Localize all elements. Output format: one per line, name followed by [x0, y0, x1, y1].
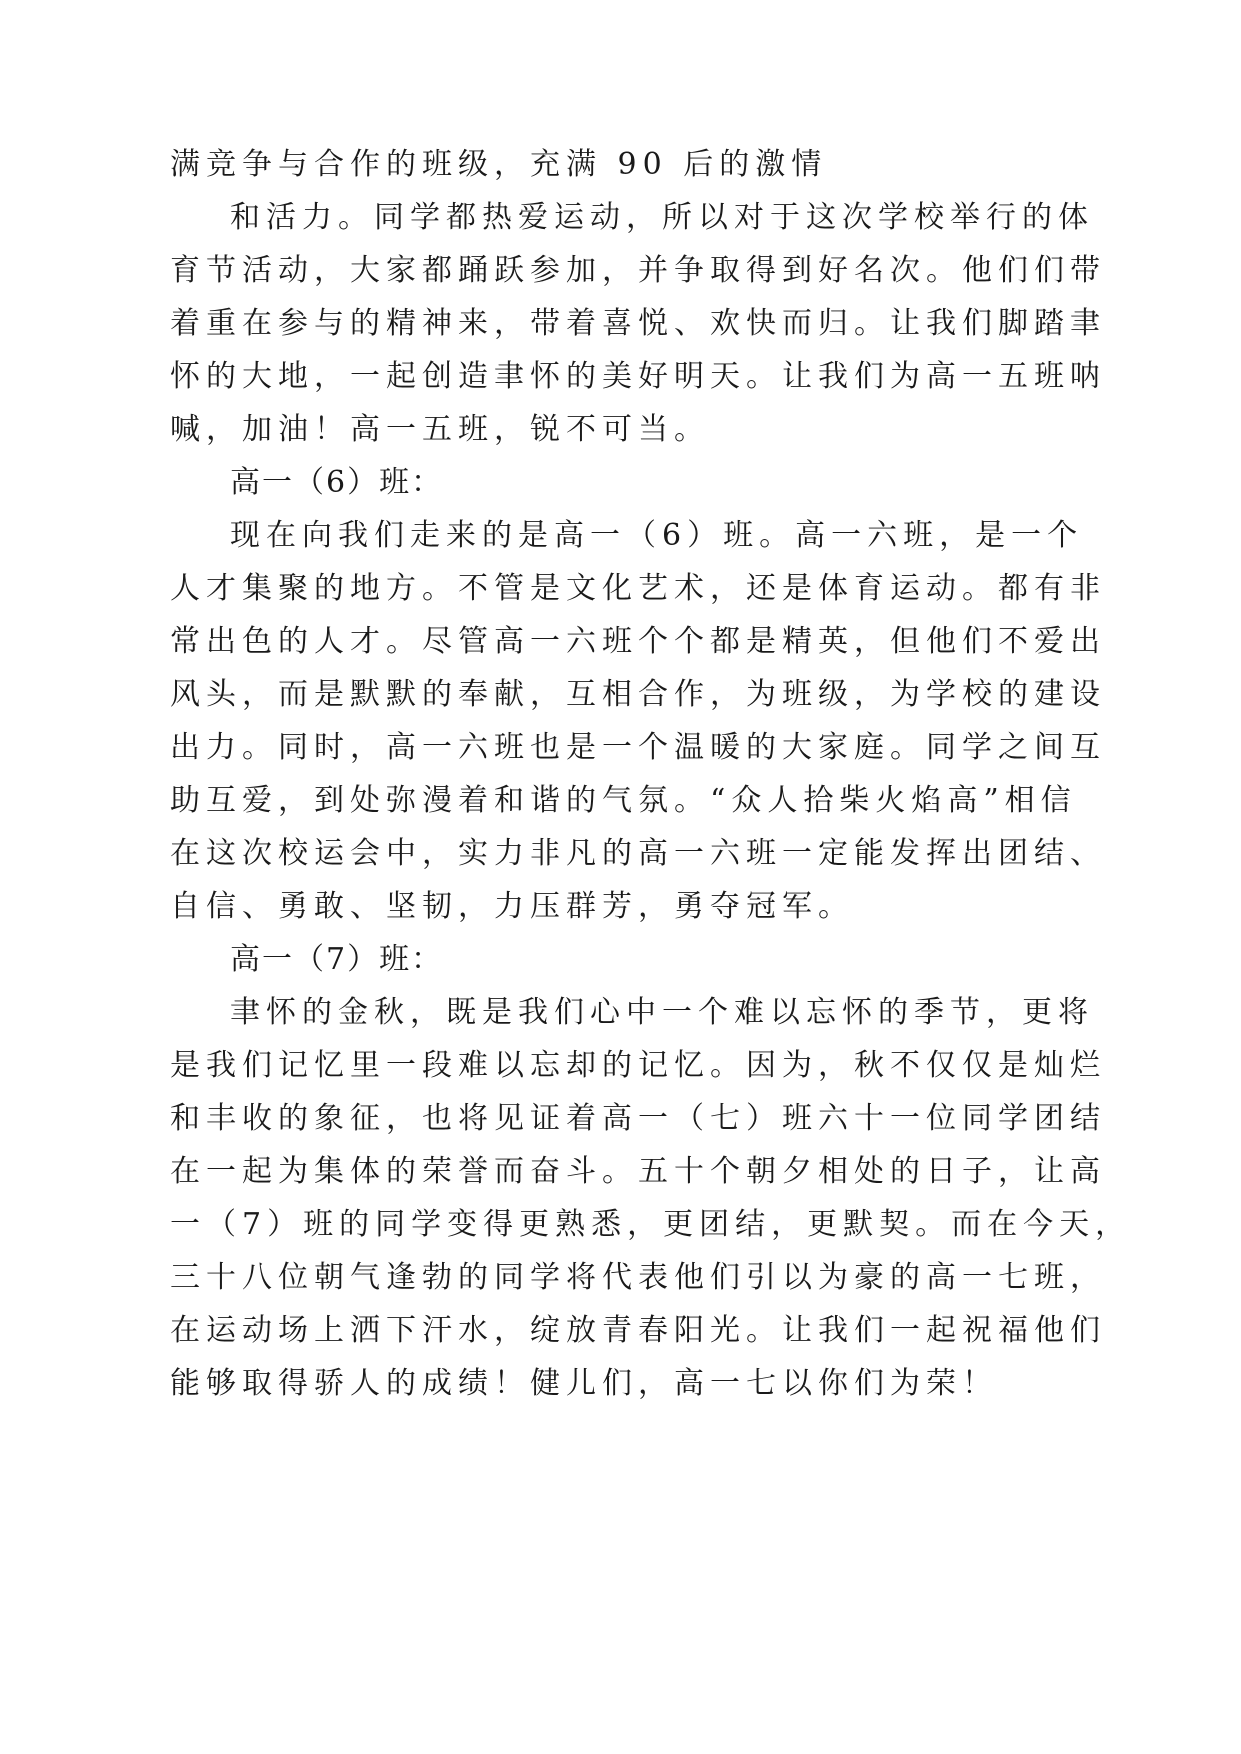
paragraph-line: 三十八位朝气逢勃的同学将代表他们引以为豪的高一七班，: [170, 1260, 1106, 1295]
paragraph-line: 和活力。同学都热爱运动，所以对于这次学校举行的体: [230, 200, 1094, 235]
paragraph-line: 怀的大地，一起创造聿怀的美好明天。让我们为高一五班呐: [170, 359, 1106, 394]
paragraph-line: 风头，而是默默的奉献，互相合作，为班级，为学校的建设: [170, 677, 1106, 712]
paragraph-line: 着重在参与的精神来，带着喜悦、欢快而归。让我们脚踏聿: [170, 306, 1106, 341]
paragraph-line: 和丰收的象征，也将见证着高一（七）班六十一位同学团结: [170, 1101, 1106, 1136]
paragraph-line: 在一起为集体的荣誉而奋斗。五十个朝夕相处的日子，让高: [170, 1154, 1106, 1189]
paragraph-line: 一（7）班的同学变得更熟悉，更团结，更默契。而在今天，: [170, 1207, 1132, 1242]
paragraph-line: 是我们记忆里一段难以忘却的记忆。因为，秋不仅仅是灿烂: [170, 1048, 1106, 1083]
paragraph-line: 喊，加油！高一五班，锐不可当。: [170, 412, 710, 447]
paragraph-line: 聿怀的金秋，既是我们心中一个难以忘怀的季节，更将: [230, 995, 1094, 1030]
paragraph-line: 在这次校运会中，实力非凡的高一六班一定能发挥出团结、: [170, 836, 1106, 871]
paragraph-line: 能够取得骄人的成绩！健儿们，高一七以你们为荣！: [170, 1366, 998, 1401]
paragraph-line: 出力。同时，高一六班也是一个温暖的大家庭。同学之间互: [170, 730, 1106, 765]
paragraph-line: 助互爱，到处弥漫着和谐的气氛。“众人拾柴火焰高”相信: [170, 783, 1077, 818]
paragraph-line: 自信、勇敢、坚韧，力压群芳，勇夺冠军。: [170, 889, 854, 924]
paragraph-line: 满竞争与合作的班级，充满 90 后的激情: [170, 147, 828, 182]
paragraph-line: 常出色的人才。尽管高一六班个个都是精英，但他们不爱出: [170, 624, 1106, 659]
paragraph-line: 现在向我们走来的是高一（6）班。高一六班，是一个: [230, 518, 1084, 553]
section-heading-class-6: 高一（6）班：: [230, 465, 444, 500]
paragraph-line: 育节活动，大家都踊跃参加，并争取得到好名次。他们们带: [170, 253, 1106, 288]
section-heading-class-7: 高一（7）班：: [230, 942, 444, 977]
paragraph-line: 在运动场上洒下汗水，绽放青春阳光。让我们一起祝福他们: [170, 1313, 1106, 1348]
paragraph-line: 人才集聚的地方。不管是文化艺术，还是体育运动。都有非: [170, 571, 1106, 606]
